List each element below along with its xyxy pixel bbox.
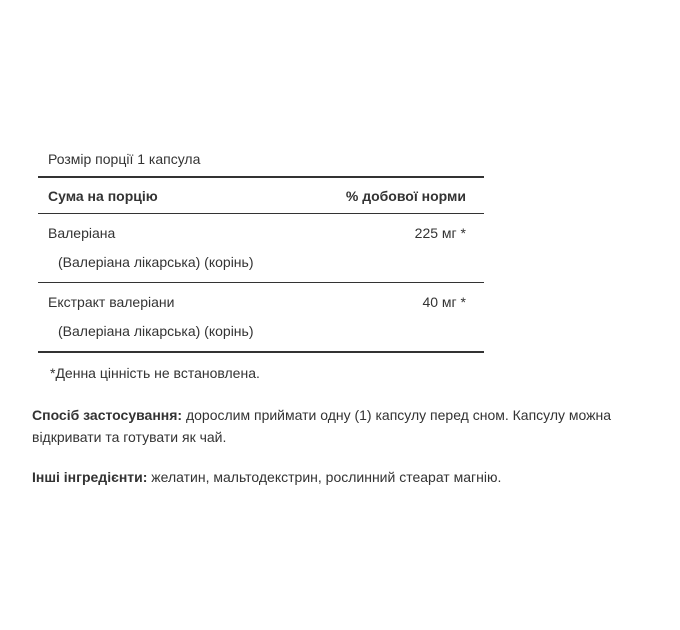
nutrient-row <box>38 283 484 353</box>
usage-text: дорослим приймати одну (1) капсулу перед сном. Капсулу можна відкривати та готувати як чай. <box>32 407 612 445</box>
amount-per-serving-header: Сума на порцію <box>48 187 158 204</box>
nutrient-name: Екстракт валеріани <box>48 294 175 310</box>
supplement-facts-table <box>38 143 484 393</box>
nutrient-source: (Валеріана лікарська) (корінь) <box>58 323 254 339</box>
nutrient-amount: 225 мг * <box>414 225 466 241</box>
table-header <box>38 178 484 214</box>
nutrient-row <box>38 214 484 283</box>
other-ingredients-label: Інші інгредієнти: <box>32 469 148 485</box>
nutrient-source: (Валеріана лікарська) (корінь) <box>58 254 254 270</box>
usage-paragraph <box>32 404 662 448</box>
nutrient-name: Валеріана <box>48 225 116 241</box>
other-ingredients-paragraph <box>32 466 662 488</box>
serving-size: Розмір порції 1 капсула <box>38 143 484 178</box>
daily-value-footnote: *Денна цінність не встановлена. <box>50 365 260 381</box>
other-ingredients-text: желатин, мальтодекстрин, рослинний стеарат магнію. <box>147 469 502 485</box>
nutrient-amount: 40 мг * <box>422 294 466 310</box>
daily-value-header: % добової норми <box>345 187 466 204</box>
usage-label: Спосіб застосування: <box>32 407 183 423</box>
